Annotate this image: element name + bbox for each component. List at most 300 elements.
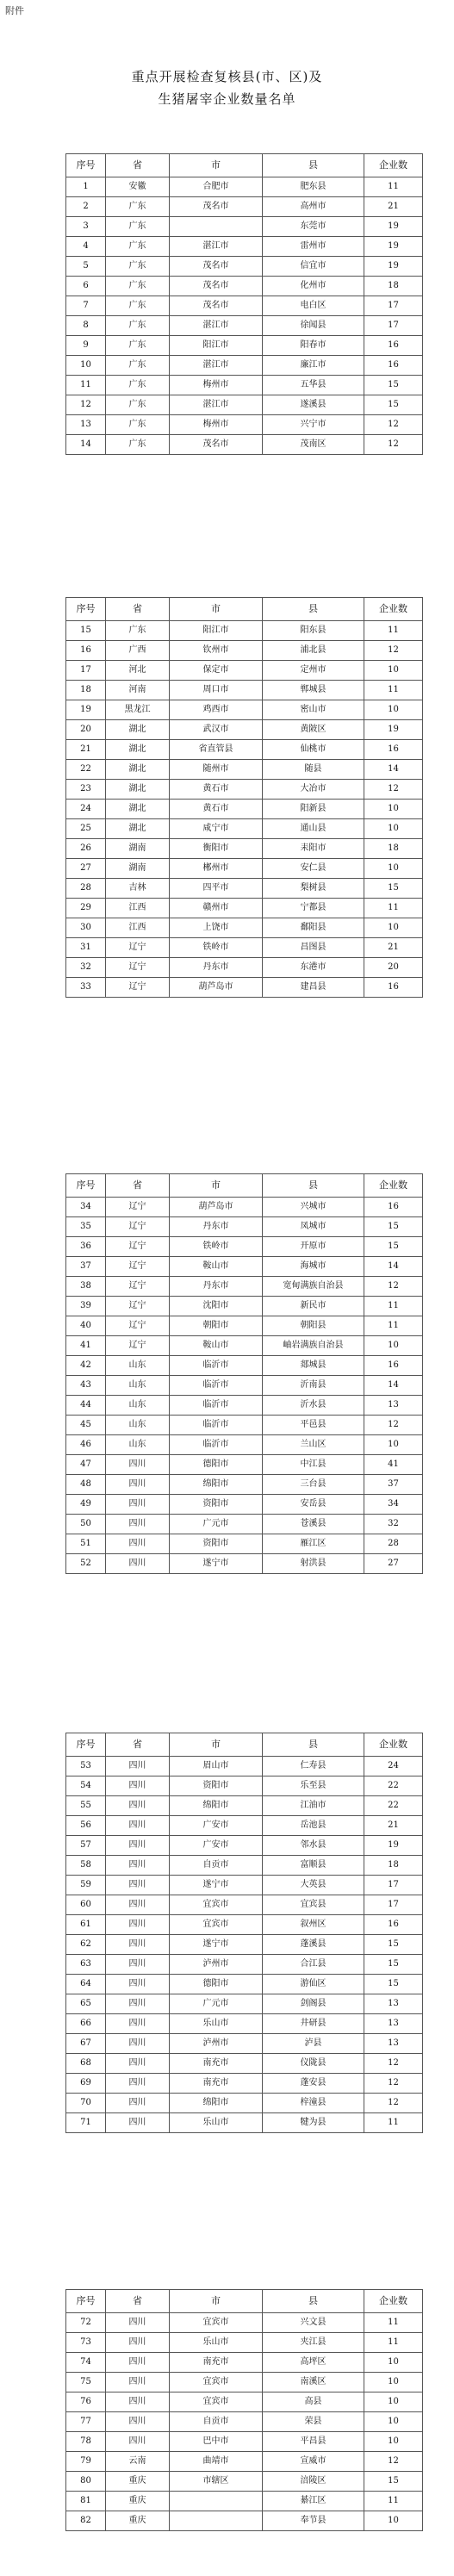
province-cell: 广东 <box>106 336 170 356</box>
table-row <box>66 296 423 316</box>
enterprise-count-cell: 10 <box>364 700 423 720</box>
city-cell: 临沂市 <box>170 1416 263 1435</box>
province-cell: 山东 <box>106 1435 170 1455</box>
province-cell: 广西 <box>106 641 170 661</box>
city-cell: 泸州市 <box>170 2034 263 2054</box>
county-cell: 宁都县 <box>263 899 364 918</box>
province-cell: 广东 <box>106 237 170 257</box>
table-row <box>66 839 423 859</box>
table-row <box>66 1416 423 1435</box>
county-cell: 肥东县 <box>263 177 364 197</box>
enterprise-count-cell: 18 <box>364 839 423 859</box>
province-cell: 辽宁 <box>106 1217 170 1237</box>
table-row <box>66 415 423 435</box>
province-cell: 辽宁 <box>106 938 170 958</box>
enterprise-count-cell: 12 <box>364 1277 423 1297</box>
table-row <box>66 2492 423 2511</box>
seq-cell: 62 <box>66 1935 106 1955</box>
province-cell: 辽宁 <box>106 1198 170 1217</box>
county-cell: 密山市 <box>263 700 364 720</box>
header-enterprise-count: 企业数 <box>364 1733 423 1757</box>
province-cell: 四川 <box>106 2353 170 2373</box>
table-row <box>66 2472 423 2492</box>
province-cell: 四川 <box>106 1534 170 1554</box>
enterprise-count-cell: 11 <box>364 2333 423 2353</box>
city-cell: 乐山市 <box>170 2333 263 2353</box>
county-cell: 宣威市 <box>263 2452 364 2472</box>
table-row <box>66 237 423 257</box>
province-cell: 四川 <box>106 1836 170 1856</box>
city-cell: 鞍山市 <box>170 1257 263 1277</box>
county-cell: 乐至县 <box>263 1776 364 1796</box>
enterprise-count-cell: 12 <box>364 641 423 661</box>
enterprise-count-cell: 10 <box>364 2412 423 2432</box>
enterprise-table <box>65 153 423 455</box>
seq-cell: 65 <box>66 1994 106 2014</box>
county-cell: 凤城市 <box>263 1217 364 1237</box>
table-header-row <box>66 1174 423 1198</box>
city-cell: 绵阳市 <box>170 1796 263 1816</box>
province-cell: 辽宁 <box>106 1237 170 1257</box>
enterprise-count-cell: 11 <box>364 621 423 641</box>
table-row <box>66 2074 423 2094</box>
table-row <box>66 2054 423 2074</box>
seq-cell: 71 <box>66 2113 106 2133</box>
seq-cell: 72 <box>66 2313 106 2333</box>
province-cell: 四川 <box>106 1757 170 1776</box>
city-cell: 茂名市 <box>170 197 263 217</box>
county-cell: 涪陵区 <box>263 2472 364 2492</box>
province-cell: 四川 <box>106 2014 170 2034</box>
table-row <box>66 1856 423 1876</box>
table-row <box>66 978 423 998</box>
province-cell: 广东 <box>106 376 170 395</box>
province-cell: 云南 <box>106 2452 170 2472</box>
city-cell: 自贡市 <box>170 2412 263 2432</box>
table-row <box>66 700 423 720</box>
seq-cell: 64 <box>66 1975 106 1994</box>
enterprise-count-cell: 17 <box>364 1876 423 1895</box>
city-cell: 随州市 <box>170 760 263 780</box>
seq-cell: 53 <box>66 1757 106 1776</box>
county-cell: 三台县 <box>263 1475 364 1495</box>
table-row <box>66 356 423 376</box>
city-cell <box>170 2492 263 2511</box>
seq-cell: 11 <box>66 376 106 395</box>
seq-cell: 19 <box>66 700 106 720</box>
county-cell: 徐闻县 <box>263 316 364 336</box>
seq-cell: 55 <box>66 1796 106 1816</box>
city-cell: 黄石市 <box>170 800 263 819</box>
city-cell: 临沂市 <box>170 1356 263 1376</box>
county-cell: 叙州区 <box>263 1915 364 1935</box>
table-section-1 <box>65 153 422 455</box>
province-cell: 广东 <box>106 621 170 641</box>
table-row <box>66 661 423 681</box>
county-cell: 昌图县 <box>263 938 364 958</box>
table-row <box>66 859 423 879</box>
header-city: 市 <box>170 598 263 621</box>
city-cell: 铁岭市 <box>170 1237 263 1257</box>
city-cell: 广元市 <box>170 1515 263 1534</box>
seq-cell: 82 <box>66 2511 106 2531</box>
table-row <box>66 435 423 455</box>
table-row <box>66 2034 423 2054</box>
city-cell: 南充市 <box>170 2054 263 2074</box>
county-cell: 高县 <box>263 2392 364 2412</box>
city-cell: 郴州市 <box>170 859 263 879</box>
enterprise-count-cell: 15 <box>364 1217 423 1237</box>
enterprise-count-cell: 11 <box>364 177 423 197</box>
seq-cell: 68 <box>66 2054 106 2074</box>
county-cell: 郸城县 <box>263 681 364 700</box>
city-cell: 德阳市 <box>170 1455 263 1475</box>
table-row <box>66 800 423 819</box>
county-cell: 井研县 <box>263 2014 364 2034</box>
table-row <box>66 780 423 800</box>
seq-cell: 61 <box>66 1915 106 1935</box>
city-cell: 宜宾市 <box>170 2313 263 2333</box>
header-city: 市 <box>170 2290 263 2313</box>
province-cell: 广东 <box>106 415 170 435</box>
city-cell: 临沂市 <box>170 1396 263 1416</box>
city-cell: 绵阳市 <box>170 1475 263 1495</box>
table-row <box>66 2113 423 2133</box>
seq-cell: 33 <box>66 978 106 998</box>
county-cell: 化州市 <box>263 277 364 296</box>
enterprise-count-cell: 16 <box>364 978 423 998</box>
enterprise-table <box>65 1733 423 2133</box>
enterprise-count-cell: 15 <box>364 376 423 395</box>
table-row <box>66 316 423 336</box>
county-cell: 高州市 <box>263 197 364 217</box>
province-cell: 广东 <box>106 257 170 277</box>
enterprise-count-cell: 21 <box>364 1816 423 1836</box>
table-row <box>66 2432 423 2452</box>
province-cell: 四川 <box>106 1876 170 1895</box>
seq-cell: 67 <box>66 2034 106 2054</box>
city-cell: 周口市 <box>170 681 263 700</box>
table-row <box>66 879 423 899</box>
city-cell: 乐山市 <box>170 2113 263 2133</box>
table-row <box>66 1895 423 1915</box>
table-row <box>66 1816 423 1836</box>
county-cell: 东莞市 <box>263 217 364 237</box>
province-cell: 辽宁 <box>106 1336 170 1356</box>
table-row <box>66 1955 423 1975</box>
enterprise-count-cell: 16 <box>364 1915 423 1935</box>
table-row <box>66 621 423 641</box>
seq-cell: 20 <box>66 720 106 740</box>
enterprise-count-cell: 15 <box>364 2472 423 2492</box>
table-row <box>66 720 423 740</box>
seq-cell: 43 <box>66 1376 106 1396</box>
city-cell: 茂名市 <box>170 277 263 296</box>
table-row <box>66 641 423 661</box>
enterprise-count-cell: 16 <box>364 1198 423 1217</box>
province-cell: 重庆 <box>106 2492 170 2511</box>
table-row <box>66 257 423 277</box>
county-cell: 合江县 <box>263 1955 364 1975</box>
header-seq: 序号 <box>66 598 106 621</box>
county-cell: 高坪区 <box>263 2353 364 2373</box>
province-cell: 四川 <box>106 1915 170 1935</box>
county-cell: 遂溪县 <box>263 395 364 415</box>
header-county: 县 <box>263 154 364 177</box>
enterprise-count-cell: 19 <box>364 1836 423 1856</box>
city-cell <box>170 217 263 237</box>
seq-cell: 40 <box>66 1316 106 1336</box>
province-cell: 黑龙江 <box>106 700 170 720</box>
enterprise-count-cell: 15 <box>364 1975 423 1994</box>
seq-cell: 25 <box>66 819 106 839</box>
seq-cell: 51 <box>66 1534 106 1554</box>
header-county: 县 <box>263 1733 364 1757</box>
province-cell: 四川 <box>106 2313 170 2333</box>
city-cell: 上饶市 <box>170 918 263 938</box>
county-cell: 定州市 <box>263 661 364 681</box>
province-cell: 河北 <box>106 661 170 681</box>
enterprise-table <box>65 2289 423 2531</box>
enterprise-count-cell: 12 <box>364 2054 423 2074</box>
county-cell: 苍溪县 <box>263 1515 364 1534</box>
county-cell: 中江县 <box>263 1455 364 1475</box>
city-cell: 广安市 <box>170 1836 263 1856</box>
table-row <box>66 1975 423 1994</box>
city-cell: 茂名市 <box>170 257 263 277</box>
province-cell: 四川 <box>106 2074 170 2094</box>
county-cell: 兴宁市 <box>263 415 364 435</box>
table-row <box>66 2333 423 2353</box>
county-cell: 东港市 <box>263 958 364 978</box>
seq-cell: 56 <box>66 1816 106 1836</box>
table-row <box>66 1796 423 1816</box>
header-province: 省 <box>106 1174 170 1198</box>
seq-cell: 52 <box>66 1554 106 1574</box>
seq-cell: 8 <box>66 316 106 336</box>
county-cell: 阳春市 <box>263 336 364 356</box>
enterprise-count-cell: 10 <box>364 2353 423 2373</box>
city-cell: 沈阳市 <box>170 1297 263 1316</box>
seq-cell: 10 <box>66 356 106 376</box>
city-cell: 宜宾市 <box>170 1915 263 1935</box>
county-cell: 仙桃市 <box>263 740 364 760</box>
attachment-label: 附件 <box>5 5 24 16</box>
county-cell: 兴文县 <box>263 2313 364 2333</box>
seq-cell: 30 <box>66 918 106 938</box>
table-row <box>66 2313 423 2333</box>
county-cell: 岫岩满族自治县 <box>263 1336 364 1356</box>
document-title-line-2: 生猪屠宰企业数量名单 <box>158 91 296 107</box>
table-header-row <box>66 154 423 177</box>
seq-cell: 18 <box>66 681 106 700</box>
enterprise-count-cell: 19 <box>364 217 423 237</box>
county-cell: 平邑县 <box>263 1416 364 1435</box>
enterprise-count-cell: 22 <box>364 1776 423 1796</box>
province-cell: 江西 <box>106 899 170 918</box>
city-cell: 黄石市 <box>170 780 263 800</box>
table-row <box>66 819 423 839</box>
seq-cell: 60 <box>66 1895 106 1915</box>
enterprise-count-cell: 19 <box>364 257 423 277</box>
seq-cell: 80 <box>66 2472 106 2492</box>
seq-cell: 14 <box>66 435 106 455</box>
table-row <box>66 217 423 237</box>
enterprise-count-cell: 32 <box>364 1515 423 1534</box>
city-cell: 南充市 <box>170 2074 263 2094</box>
table-row <box>66 1994 423 2014</box>
seq-cell: 28 <box>66 879 106 899</box>
county-cell: 梨树县 <box>263 879 364 899</box>
city-cell: 遂宁市 <box>170 1554 263 1574</box>
table-row <box>66 336 423 356</box>
seq-cell: 45 <box>66 1416 106 1435</box>
province-cell: 广东 <box>106 277 170 296</box>
county-cell: 阳东县 <box>263 621 364 641</box>
seq-cell: 41 <box>66 1336 106 1356</box>
seq-cell: 7 <box>66 296 106 316</box>
table-row <box>66 1455 423 1475</box>
province-cell: 广东 <box>106 356 170 376</box>
city-cell: 泸州市 <box>170 1955 263 1975</box>
province-cell: 辽宁 <box>106 1316 170 1336</box>
province-cell: 四川 <box>106 1856 170 1876</box>
table-row <box>66 1757 423 1776</box>
seq-cell: 35 <box>66 1217 106 1237</box>
header-province: 省 <box>106 598 170 621</box>
county-cell: 五华县 <box>263 376 364 395</box>
header-enterprise-count: 企业数 <box>364 598 423 621</box>
table-row <box>66 1435 423 1455</box>
seq-cell: 78 <box>66 2432 106 2452</box>
county-cell: 开原市 <box>263 1237 364 1257</box>
enterprise-count-cell: 10 <box>364 918 423 938</box>
county-cell: 电白区 <box>263 296 364 316</box>
table-row <box>66 918 423 938</box>
city-cell: 茂名市 <box>170 435 263 455</box>
city-cell: 钦州市 <box>170 641 263 661</box>
enterprise-count-cell: 22 <box>364 1796 423 1816</box>
seq-cell: 46 <box>66 1435 106 1455</box>
province-cell: 安徽 <box>106 177 170 197</box>
province-cell: 四川 <box>106 1455 170 1475</box>
header-seq: 序号 <box>66 154 106 177</box>
table-row <box>66 2014 423 2034</box>
city-cell: 鞍山市 <box>170 1336 263 1356</box>
table-row <box>66 197 423 217</box>
county-cell: 浦北县 <box>263 641 364 661</box>
city-cell: 临沂市 <box>170 1435 263 1455</box>
enterprise-count-cell: 17 <box>364 1895 423 1915</box>
header-enterprise-count: 企业数 <box>364 1174 423 1198</box>
province-cell: 江西 <box>106 918 170 938</box>
city-cell: 葫芦岛市 <box>170 978 263 998</box>
city-cell: 保定市 <box>170 661 263 681</box>
province-cell: 四川 <box>106 2392 170 2412</box>
enterprise-count-cell: 20 <box>364 958 423 978</box>
enterprise-count-cell: 15 <box>364 1237 423 1257</box>
city-cell: 梅州市 <box>170 376 263 395</box>
province-cell: 四川 <box>106 2432 170 2452</box>
province-cell: 河南 <box>106 681 170 700</box>
city-cell: 绵阳市 <box>170 2094 263 2113</box>
province-cell: 四川 <box>106 1796 170 1816</box>
table-row <box>66 376 423 395</box>
table-header-row <box>66 1733 423 1757</box>
enterprise-count-cell: 17 <box>364 296 423 316</box>
table-row <box>66 1554 423 1574</box>
province-cell: 重庆 <box>106 2511 170 2531</box>
county-cell: 建昌县 <box>263 978 364 998</box>
county-cell: 仪陇县 <box>263 2054 364 2074</box>
seq-cell: 3 <box>66 217 106 237</box>
enterprise-count-cell: 10 <box>364 2373 423 2392</box>
table-row <box>66 2412 423 2432</box>
enterprise-count-cell: 11 <box>364 899 423 918</box>
enterprise-count-cell: 13 <box>364 1396 423 1416</box>
province-cell: 四川 <box>106 2412 170 2432</box>
seq-cell: 69 <box>66 2074 106 2094</box>
header-city: 市 <box>170 1174 263 1198</box>
enterprise-count-cell: 11 <box>364 1297 423 1316</box>
city-cell: 市辖区 <box>170 2472 263 2492</box>
province-cell: 山东 <box>106 1376 170 1396</box>
table-row <box>66 1198 423 1217</box>
city-cell: 临沂市 <box>170 1376 263 1396</box>
city-cell: 丹东市 <box>170 1277 263 1297</box>
enterprise-count-cell: 12 <box>364 1416 423 1435</box>
province-cell: 四川 <box>106 1994 170 2014</box>
seq-cell: 32 <box>66 958 106 978</box>
seq-cell: 22 <box>66 760 106 780</box>
seq-cell: 1 <box>66 177 106 197</box>
enterprise-count-cell: 15 <box>364 1955 423 1975</box>
seq-cell: 57 <box>66 1836 106 1856</box>
city-cell: 赣州市 <box>170 899 263 918</box>
county-cell: 大英县 <box>263 1876 364 1895</box>
seq-cell: 6 <box>66 277 106 296</box>
city-cell: 乐山市 <box>170 2014 263 2034</box>
enterprise-count-cell: 10 <box>364 859 423 879</box>
table-section-2 <box>65 597 422 998</box>
seq-cell: 27 <box>66 859 106 879</box>
table-row <box>66 1396 423 1416</box>
enterprise-count-cell: 12 <box>364 415 423 435</box>
seq-cell: 16 <box>66 641 106 661</box>
city-cell: 宜宾市 <box>170 2373 263 2392</box>
seq-cell: 44 <box>66 1396 106 1416</box>
table-row <box>66 1515 423 1534</box>
enterprise-count-cell: 10 <box>364 2511 423 2531</box>
seq-cell: 4 <box>66 237 106 257</box>
seq-cell: 36 <box>66 1237 106 1257</box>
county-cell: 朝阳县 <box>263 1316 364 1336</box>
table-row <box>66 395 423 415</box>
seq-cell: 49 <box>66 1495 106 1515</box>
province-cell: 辽宁 <box>106 958 170 978</box>
table-row <box>66 2094 423 2113</box>
city-cell: 葫芦岛市 <box>170 1198 263 1217</box>
county-cell: 兴城市 <box>263 1198 364 1217</box>
county-cell: 奉节县 <box>263 2511 364 2531</box>
county-cell: 南溪区 <box>263 2373 364 2392</box>
enterprise-count-cell: 16 <box>364 740 423 760</box>
city-cell: 朝阳市 <box>170 1316 263 1336</box>
enterprise-count-cell: 34 <box>364 1495 423 1515</box>
enterprise-count-cell: 18 <box>364 277 423 296</box>
enterprise-count-cell: 28 <box>364 1534 423 1554</box>
seq-cell: 5 <box>66 257 106 277</box>
